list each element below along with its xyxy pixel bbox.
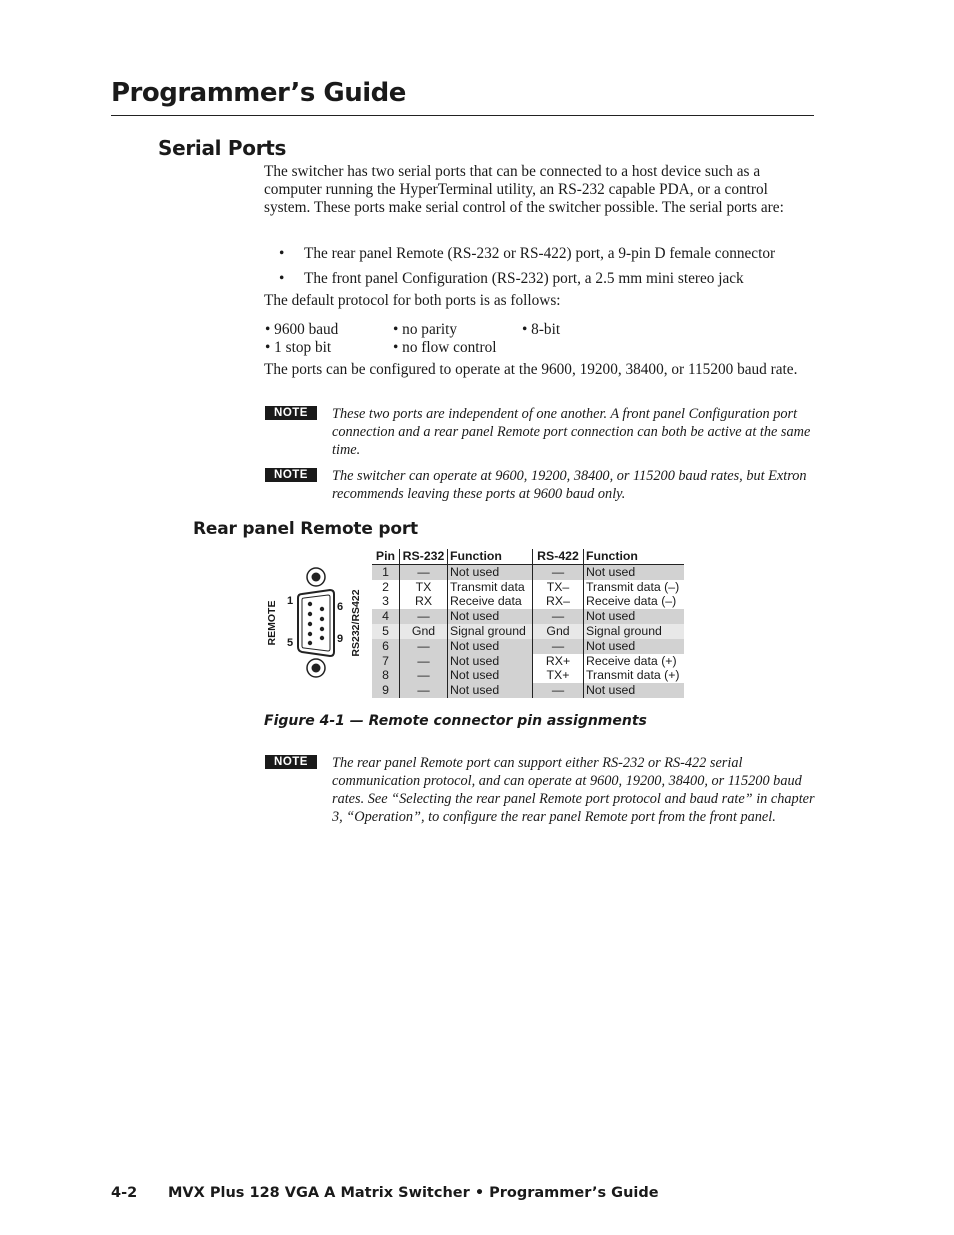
table-cell: Not used — [448, 564, 533, 579]
note-text: These two ports are independent of one another. A front panel Configuration port connection and a rear panel Remote port connection can both be active at the same time. — [332, 406, 811, 458]
table-cell: 8 — [372, 668, 400, 683]
table-cell: — — [533, 683, 584, 698]
table-cell: — — [400, 668, 448, 683]
table-header-row — [372, 549, 684, 564]
protocol-item: • 8-bit — [522, 321, 561, 338]
table-row — [372, 564, 684, 579]
table-cell: 1 — [372, 564, 400, 579]
table-cell: Not used — [584, 639, 685, 654]
port-list-item-text: The rear panel Remote (RS-232 or RS-422) port, a 9-pin D female connector — [304, 245, 776, 262]
table-cell: — — [533, 564, 584, 579]
footer-page-number: 4-2 — [111, 1185, 138, 1201]
pin-assignment-table — [372, 549, 684, 698]
table-cell: Not used — [448, 654, 533, 669]
section-title: Serial Ports — [158, 136, 287, 160]
table-cell: 5 — [372, 624, 400, 639]
pin-label: 5 — [287, 637, 294, 649]
table-cell: Receive data (–) — [584, 594, 685, 609]
table-cell: Transmit data — [448, 580, 533, 595]
table-row — [372, 594, 684, 609]
table-cell: 6 — [372, 639, 400, 654]
column-header: RS-232 — [400, 549, 448, 564]
note-badge: NOTE — [265, 468, 317, 482]
table-cell: Not used — [448, 609, 533, 624]
protocol-item: • no flow control — [393, 339, 497, 356]
baud-paragraph: The ports can be configured to operate at the 9600, 19200, 38400, or 115200 baud rate. — [264, 361, 798, 378]
footer-title: MVX Plus 128 VGA A Matrix Switcher • Programmer’s Guide — [168, 1185, 659, 1201]
table-cell: Signal ground — [448, 624, 533, 639]
pin-label: 1 — [287, 595, 294, 607]
table-cell: Transmit data (–) — [584, 580, 685, 595]
table-row — [372, 668, 684, 683]
table-cell: — — [400, 639, 448, 654]
bullet-glyph: • — [279, 270, 285, 287]
port-type-label: RS232/RS422 — [350, 589, 362, 657]
protocol-item: • no parity — [393, 321, 457, 338]
note-badge: NOTE — [265, 406, 317, 420]
protocol-item: • 9600 baud — [265, 321, 339, 338]
note-text: The rear panel Remote port can support either RS-232 or RS-422 serial communication protocol, and can operate at 9600, 19200, 38400, or 115200 baud rates. See “Selecting the rear panel Remote port protocol and baud rate” in chapter 3, “Operation”, to configure the rear panel Remote port from the front panel. — [332, 755, 815, 825]
mounting-screw-bottom — [307, 659, 325, 677]
table-cell: 7 — [372, 654, 400, 669]
table-cell: Not used — [584, 609, 685, 624]
table-cell: Gnd — [400, 624, 448, 639]
table-cell: 3 — [382, 594, 389, 609]
table-cell: Gnd — [533, 624, 584, 639]
table-cell: Not used — [448, 683, 533, 698]
table-row — [372, 654, 684, 669]
table-row — [372, 683, 684, 698]
table-cell: RX+ — [533, 654, 584, 669]
table-cell: Not used — [448, 668, 533, 683]
table-cell: RX– — [533, 594, 584, 609]
note-text: The switcher can operate at 9600, 19200, 38400, or 115200 baud rates, but Extron recommends leaving these ports at 9600 baud only. — [332, 468, 807, 502]
table-cell: TX — [400, 580, 448, 595]
column-header: Pin — [372, 549, 400, 564]
table-cell: Not used — [584, 683, 685, 698]
table-row — [372, 609, 684, 624]
column-header: Function — [584, 549, 685, 564]
table-cell: Receive data (+) — [584, 654, 685, 669]
table-cell: Signal ground — [584, 624, 685, 639]
table-cell: 4 — [372, 609, 400, 624]
table-cell: Transmit data (+) — [584, 668, 685, 683]
connector-pins — [308, 602, 324, 645]
mounting-screw-top — [307, 568, 325, 586]
table-cell: Not used — [584, 564, 685, 579]
table-row — [372, 639, 684, 654]
note-badge: NOTE — [265, 755, 317, 769]
table-cell: — — [400, 683, 448, 698]
table-cell: — — [400, 654, 448, 669]
table-cell: — — [400, 609, 448, 624]
title-rule — [111, 115, 814, 116]
column-header: Function — [448, 549, 533, 564]
bullet-glyph: • — [279, 245, 285, 262]
protocol-item: • 1 stop bit — [265, 339, 332, 356]
subsection-title: Rear panel Remote port — [193, 519, 418, 539]
table-cell: 9 — [372, 683, 400, 698]
table-cell: — — [400, 564, 448, 579]
column-header: RS-422 — [533, 549, 584, 564]
protocol-intro: The default protocol for both ports is as follows: — [264, 292, 561, 309]
table-cell: RX — [400, 594, 448, 609]
page-title: Programmer’s Guide — [111, 78, 406, 108]
pin-label: 9 — [337, 633, 344, 645]
table-cell: Not used — [448, 639, 533, 654]
pin-label: 6 — [337, 601, 344, 613]
port-list-item-text: The front panel Configuration (RS-232) port, a 2.5 mm mini stereo jack — [304, 270, 744, 287]
port-label: REMOTE — [266, 600, 278, 646]
table-cell: TX+ — [533, 668, 584, 683]
table-cell: 2 — [382, 579, 389, 594]
table-cell: TX– — [533, 580, 584, 595]
table-cell: Receive data — [448, 594, 533, 609]
table-cell: — — [533, 609, 584, 624]
table-row — [372, 624, 684, 639]
figure-caption: Figure 4-1 — Remote connector pin assignments — [264, 713, 647, 729]
table-row — [372, 580, 684, 595]
table-cell: — — [533, 639, 584, 654]
intro-paragraph: The switcher has two serial ports that can be connected to a host device such as a computer running the HyperTerminal utility, an RS-232 capable PDA, or a control system. These ports make serial control of the switcher possible. The serial ports are: — [264, 163, 784, 216]
